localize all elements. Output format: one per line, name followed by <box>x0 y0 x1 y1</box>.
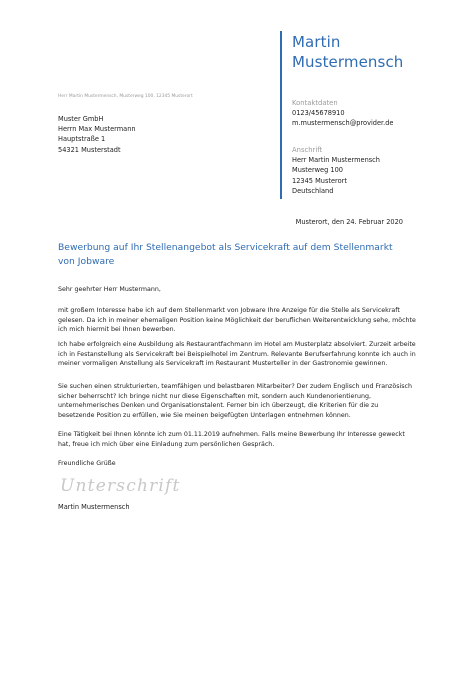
letter-date: Musterort, den 24. Februar 2020 <box>295 218 403 226</box>
address-line: Musterweg 100 <box>292 166 343 175</box>
applicant-name <box>292 32 462 72</box>
signer-name: Martin Mustermensch <box>58 503 130 511</box>
address-line: Deutschland <box>292 186 334 195</box>
contact-block <box>292 98 462 129</box>
body-paragraph: Sie suchen einen strukturierten, teamfähigen und belastbaren Mitarbeiter? Der zudem Englisch und Französisch sicher beherrscht? Ich bringe nicht nur diese Eigenschaften mit, sondern auch Kundenorientierung, unternehmerisches Denken und Organisationstalent. Ferner bin ich überzeugt, die Kriterien für die zu besetzende Position zu erfüllen, wie Sie meinen beigefügten Unterlagen entnehmen können. <box>58 383 412 419</box>
address-line: 12345 Musterort <box>292 176 347 185</box>
address-label: Anschrift <box>292 146 323 154</box>
recipient-address <box>58 114 136 155</box>
closing: Freundliche Grüße <box>58 460 116 467</box>
address-block <box>292 145 462 196</box>
body-paragraph: mit großem Interesse habe ich auf dem Stellenmarkt von Jobware Ihre Anzeige für die Stelle als Servicekraft gelesen. Da ich in meiner ehemaligen Position keine Möglichkeit der beruflichen Weiterentwicklung sehe, möchte ich mich hiermit bei Ihnen bewerben. <box>58 307 416 334</box>
signature-placeholder: Unterschrift <box>60 476 181 496</box>
body-paragraph: Ich habe erfolgreich eine Ausbildung als Restaurantfachmann im Hotel am Musterplatz absolviert. Zurzeit arbeite ich in Festanstellung als Servicekraft bei Beispielhotel im Zentrum. Relevante Berufserfahrung konnte ich auch in meiner vormaligen Anstellung als Servicekraft im Restaurant Musterteller in der Gastronomie gewinnen. <box>58 341 416 368</box>
salutation: Sehr geehrter Herr Mustermann, <box>58 286 161 293</box>
contact-phone: 0123/45678910 <box>292 109 345 118</box>
recipient-line: Muster GmbH <box>58 115 104 123</box>
contact-email: m.mustermensch@provider.de <box>292 119 394 128</box>
name-last: Mustermensch <box>292 53 404 71</box>
name-first: Martin <box>292 33 341 51</box>
recipient-line: Hauptstraße 1 <box>58 135 106 144</box>
sender-return-line: Herr Martin Mustermensch, Musterweg 100, 12345 Musterort <box>58 94 193 99</box>
address-line: Herr Martin Mustermensch <box>292 156 380 165</box>
accent-divider <box>280 31 282 199</box>
recipient-line: 54321 Musterstadt <box>58 145 121 154</box>
letter-subject: Bewerbung auf Ihr Stellenangebot als Servicekraft auf dem Stellenmarkt von Jobware <box>58 242 393 267</box>
body-paragraph: Eine Tätigkeit bei Ihnen könnte ich zum 01.11.2019 aufnehmen. Falls meine Bewerbung Ihr Interesse geweckt hat, freue ich mich über eine Einladung zum persönlichen Gespräch. <box>58 431 405 448</box>
contact-label: Kontaktdaten <box>292 99 338 107</box>
recipient-line: Herrn Max Mustermann <box>58 125 136 134</box>
